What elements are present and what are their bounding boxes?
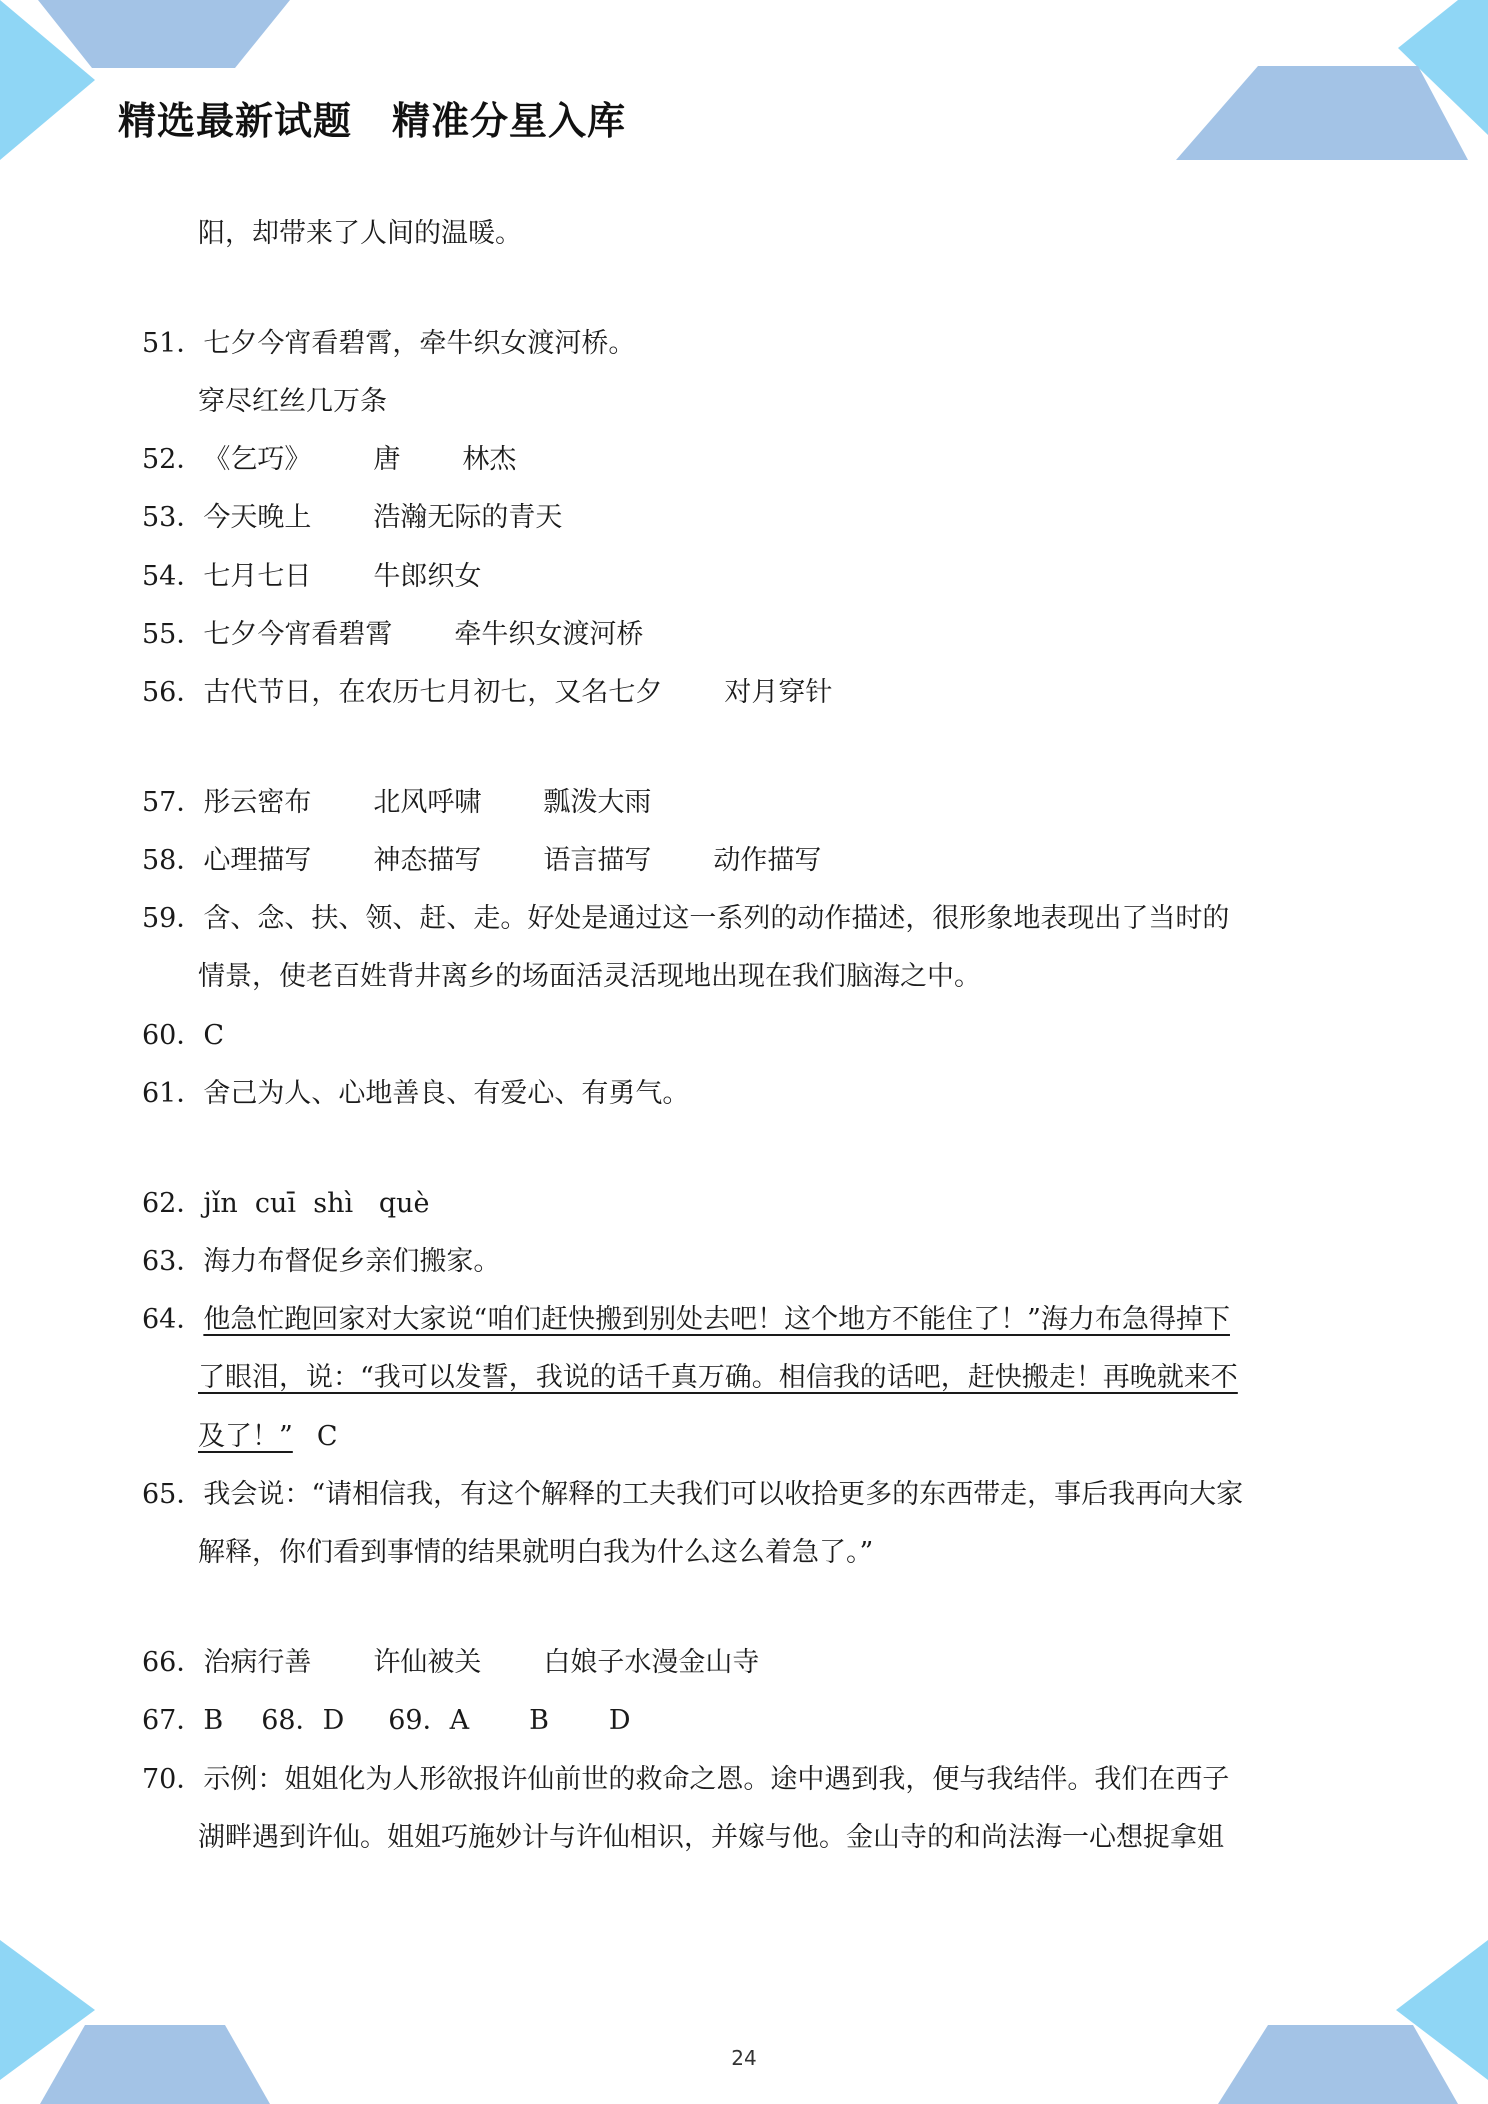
- page-header-title: [118, 90, 626, 145]
- answer-64-cont2: 及了！” C: [198, 1421, 338, 1452]
- answer-70: 70．示例：姐姐化为人形欲报许仙前世的救命之恩。途中遇到我，便与我结伴。我们在西子: [142, 1764, 1230, 1795]
- answer-65-cont: 解释，你们看到事情的结果就明白我为什么这么着急了。”: [198, 1537, 874, 1568]
- answer-64-cont: 了眼泪，说：“我可以发誓，我说的话千真万确。相信我的话吧，赶快搬走！再晚就来不: [198, 1362, 1238, 1393]
- answer-66: 66．治病行善 许仙被关 白娘子水漫金山寺: [142, 1647, 760, 1678]
- header-right-text: 精准分星入库: [392, 99, 627, 143]
- answer-59: 59．含、念、扶、领、赶、走。好处是通过这一系列的动作描述，很形象地表现出了当时的: [142, 903, 1230, 934]
- answer-58: 58．心理描写 神态描写 语言描写 动作描写: [142, 845, 822, 876]
- answer-64: 64．他急忙跑回家对大家说“咱们赶快搬到别处去吧！这个地方不能住了！”海力布急得掉下: [142, 1304, 1230, 1335]
- header-left-text: 精选最新试题: [118, 99, 353, 143]
- answer-54: 54．七月七日 牛郎织女: [142, 561, 482, 592]
- answer-61: 61．舍己为人、心地善良、有爱心、有勇气。: [142, 1078, 690, 1109]
- corner-decoration-bottom-right: [1168, 1930, 1488, 2104]
- answer-57: 57．彤云密布 北风呼啸 瓢泼大雨: [142, 787, 652, 818]
- answer-67-69: 67．B 68．D 69．A B D: [142, 1705, 631, 1736]
- answer-51-cont: 穿尽红丝几万条: [198, 386, 387, 417]
- text-line: 阳，却带来了人间的温暖。: [198, 218, 522, 249]
- answer-59-cont: 情景，使老百姓背井离乡的场面活灵活现地出现在我们脑海之中。: [198, 961, 981, 992]
- corner-decoration-top-right: [1168, 0, 1488, 165]
- answer-70-cont: 湖畔遇到许仙。姐姐巧施妙计与许仙相识，并嫁与他。金山寺的和尚法海一心想捉拿姐: [198, 1822, 1224, 1853]
- answer-65: 65．我会说：“请相信我，有这个解释的工夫我们可以收拾更多的东西带走，事后我再向大家: [142, 1479, 1244, 1510]
- answer-62: 62．jǐn cuī shì què: [142, 1188, 430, 1219]
- answer-56: 56．古代节日，在农历七月初七，又名七夕 对月穿针: [142, 677, 833, 708]
- corner-decoration-bottom-left: [0, 1930, 300, 2104]
- answer-53: 53．今天晚上 浩瀚无际的青天: [142, 502, 563, 533]
- answer-51: 51．七夕今宵看碧霄，牵牛织女渡河桥。: [142, 328, 636, 359]
- answer-55: 55．七夕今宵看碧霄 牵牛织女渡河桥: [142, 619, 644, 650]
- answer-52: 52．《乞巧》 唐 林杰: [142, 444, 517, 475]
- answer-60: 60．C: [142, 1020, 225, 1051]
- page-number: 24: [731, 2046, 757, 2070]
- answer-63: 63．海力布督促乡亲们搬家。: [142, 1246, 501, 1277]
